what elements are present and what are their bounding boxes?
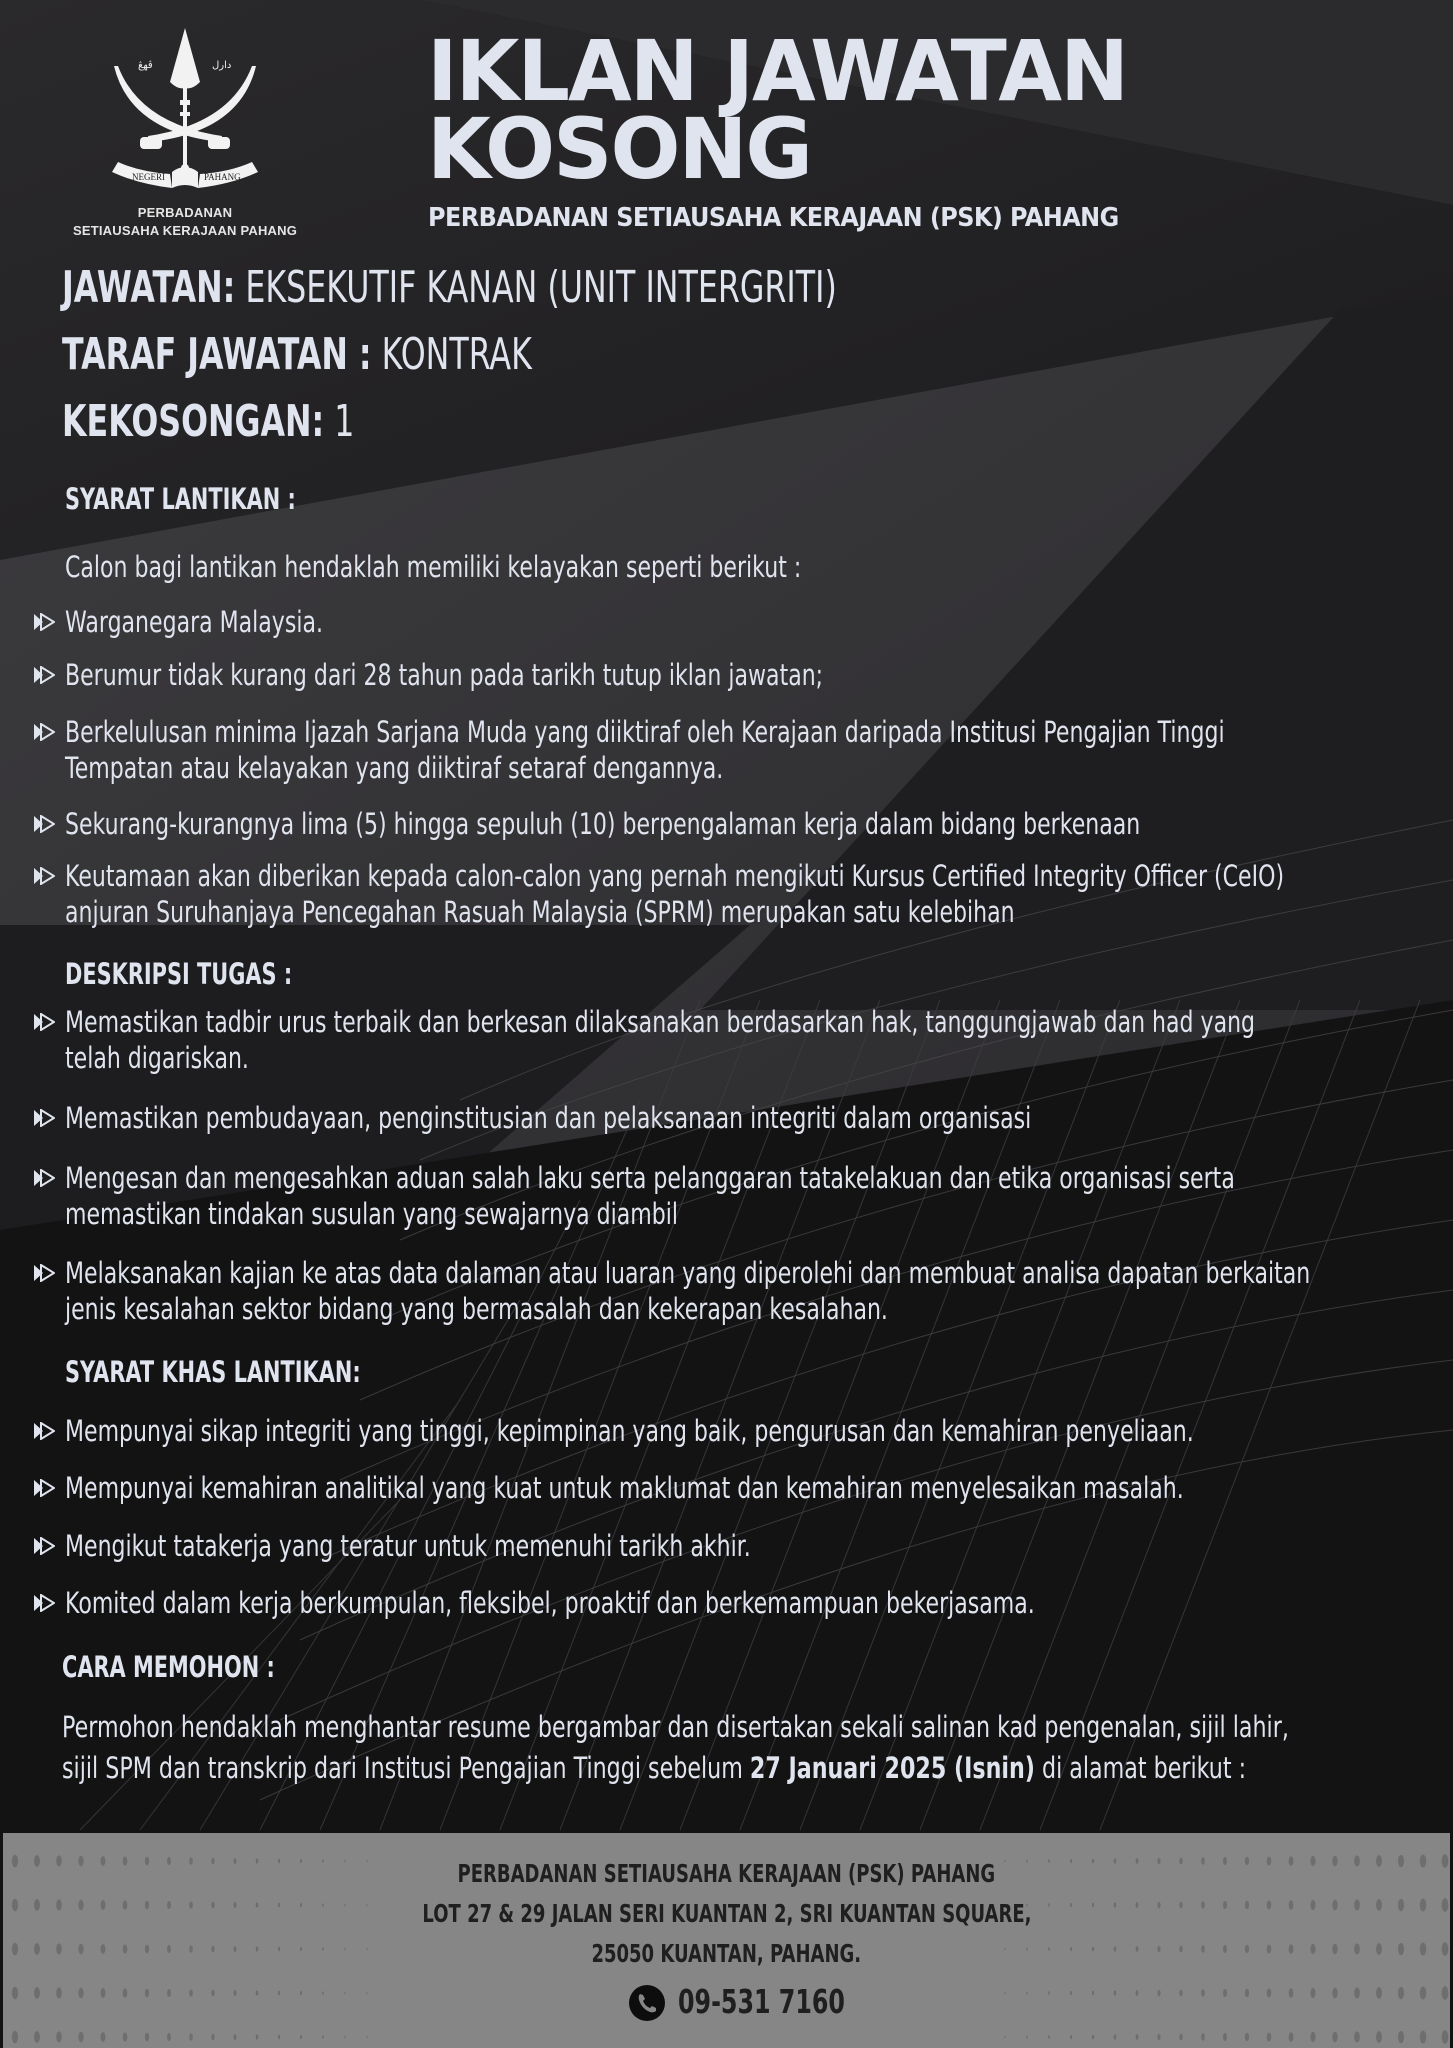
svg-text:دارل: دارل xyxy=(212,60,232,71)
dot xyxy=(234,1990,237,1996)
closing-date: 27 Januari 2025 (Isnin) xyxy=(749,1751,1035,1785)
list-item-text xyxy=(65,604,323,640)
list-item-line: Melaksanakan kajian ke atas data dalaman atau luaran yang diperolehi dan membuat analisa dapatan berkaitan xyxy=(65,1256,1311,1290)
dot xyxy=(1114,1990,1117,1995)
dot xyxy=(1157,2034,1160,2040)
double-arrow-bullet-icon xyxy=(33,1422,55,1440)
syarat-lantikan-heading: SYARAT LANTIKAN : xyxy=(65,482,296,516)
list-item-text xyxy=(65,806,1140,842)
footer-org-text: PERBADANAN SETIAUSAHA KERAJAAN (PSK) PAHANG xyxy=(457,1859,996,1888)
double-arrow-bullet-icon xyxy=(33,1013,55,1031)
dot xyxy=(145,2033,149,2042)
list-item-line: Mempunyai sikap integriti yang tinggi, kepimpinan yang baik, pengurusan dan kemahiran penyeliaan. xyxy=(65,1414,1194,1448)
double-arrow-bullet-icon xyxy=(33,815,55,833)
pahang-crest-logo xyxy=(100,22,270,192)
dot xyxy=(1310,2032,1315,2042)
dot xyxy=(1004,1992,1005,1994)
dot xyxy=(234,2034,237,2040)
double-arrow-bullet-icon xyxy=(33,723,55,741)
kekosongan-row xyxy=(62,396,354,447)
jawatan-label: JAWATAN: xyxy=(62,262,236,313)
kekosongan-value: 1 xyxy=(324,396,355,447)
dot xyxy=(1114,2034,1117,2039)
dot xyxy=(1398,2031,1404,2043)
taraf-value: KONTRAK xyxy=(371,329,532,380)
dot xyxy=(1398,1987,1404,1999)
cara-memohon-line1: Permohon hendaklah menghantar resume bergambar dan disertakan sekali salinan kad pengenalan, sijil lahir, xyxy=(62,1710,1289,1744)
dot xyxy=(1026,2035,1028,2038)
list-item-text xyxy=(65,714,1225,786)
list-item-line: Berkelulusan minima Ijazah Sarjana Muda yang diiktiraf oleh Kerajaan daripada Institusi Pengajian Tinggi xyxy=(65,715,1225,749)
dot xyxy=(189,2033,193,2040)
title-line2: KOSONG xyxy=(427,100,812,198)
list-item-line: Komited dalam kerja berkumpulan, fleksibel, proaktif dan berkemampuan bekerjasama. xyxy=(65,1586,1035,1620)
dot xyxy=(256,2034,259,2039)
dot xyxy=(56,1987,62,1998)
dot xyxy=(1442,2030,1449,2043)
list-item-line: Memastikan pembudayaan, penginstitusian dan pelaksanaan integriti dalam organisasi xyxy=(65,1101,1032,1135)
dot xyxy=(1201,2033,1205,2040)
dot xyxy=(1442,1986,1449,1999)
footer-address1-text: LOT 27 & 29 JALAN SERI KUANTAN 2, SRI KUANTAN SQUARE, xyxy=(421,1899,1032,1928)
dot xyxy=(123,2032,128,2041)
list-item-line: Memastikan tadbir urus terbaik dan berkesan dilaksanakan berdasarkan hak, tanggungjawab dan had yang xyxy=(65,1005,1256,1039)
dot xyxy=(12,1987,18,1999)
dot xyxy=(1289,1988,1294,1998)
dot xyxy=(1092,1991,1094,1996)
dot xyxy=(1070,2035,1072,2039)
dot xyxy=(78,1988,83,1999)
dot xyxy=(34,1987,40,1999)
dot xyxy=(56,2031,62,2042)
syarat-khas-heading: SYARAT KHAS LANTIKAN: xyxy=(65,1355,361,1389)
dot xyxy=(1420,2031,1426,2044)
dot xyxy=(1092,2035,1094,2040)
dot xyxy=(366,2036,367,2038)
double-arrow-bullet-icon xyxy=(33,1109,55,1127)
dot xyxy=(256,1990,259,1995)
list-item-line: Warganegara Malaysia. xyxy=(65,605,323,639)
footer-address2 xyxy=(3,1939,1450,1968)
dot xyxy=(1004,2036,1005,2038)
dot xyxy=(1310,1988,1315,1998)
list-item-text xyxy=(65,657,823,693)
cara-memohon-heading: CARA MEMOHON : xyxy=(62,1650,275,1684)
list-item-text xyxy=(65,1255,1310,1327)
dot xyxy=(101,1988,106,1998)
dot xyxy=(1026,1991,1028,1994)
dot xyxy=(189,1989,193,1996)
logo-ribbon-left: NEGERI xyxy=(132,172,165,182)
double-arrow-bullet-icon xyxy=(33,666,55,684)
logo-ribbon-right: PAHANG xyxy=(204,172,241,182)
dot xyxy=(1267,2032,1272,2041)
dot xyxy=(366,1992,367,1994)
contact-footer xyxy=(3,1833,1450,2048)
cara-memohon-line2 xyxy=(62,1748,1289,1789)
list-item-line: Keutamaan akan diberikan kepada calon-calon yang pernah mengikuti Kursus Certified Integrity Officer (CeIO) xyxy=(65,859,1285,893)
dot xyxy=(1136,2034,1139,2040)
double-arrow-bullet-icon xyxy=(33,613,55,631)
title-line1: IKLAN JAWATAN xyxy=(427,22,1128,120)
taraf-label: TARAF JAWATAN : xyxy=(62,329,372,380)
cara-memohon-line2-start: sijil SPM dan transkrip dari Institusi Pengajian Tinggi sebelum xyxy=(62,1751,750,1785)
dot xyxy=(1223,1989,1227,1997)
dot xyxy=(1070,1991,1072,1995)
logo-caption xyxy=(40,204,330,240)
dot xyxy=(1267,1988,1272,1997)
dot xyxy=(1376,2031,1382,2043)
dot xyxy=(300,1991,302,1995)
dot xyxy=(34,2031,40,2043)
list-item-text xyxy=(65,1585,1035,1621)
dot xyxy=(1223,2033,1227,2041)
footer-address1 xyxy=(3,1899,1450,1928)
list-item-line: Berumur tidak kurang dari 28 tahun pada tarikh tutup iklan jawatan; xyxy=(65,658,824,692)
jawatan-value: EKSEKUTIF KANAN (UNIT INTERGRITI) xyxy=(235,262,837,313)
dot xyxy=(1201,1989,1205,1996)
list-item-text xyxy=(65,1413,1194,1449)
dot xyxy=(1136,1990,1139,1996)
list-item-text xyxy=(65,1470,1184,1506)
dot xyxy=(1157,1990,1160,1996)
dot xyxy=(344,2036,345,2039)
dot xyxy=(123,1988,128,1997)
dot xyxy=(1376,1987,1382,1999)
dot xyxy=(145,1989,149,1998)
jawatan-row xyxy=(62,262,837,313)
taraf-row xyxy=(62,329,532,380)
dot xyxy=(278,2035,280,2040)
list-item-text xyxy=(65,858,1284,930)
dot xyxy=(1332,1988,1337,1999)
list-item-line: Tempatan atau kelayakan yang diiktiraf setaraf dengannya. xyxy=(65,751,724,785)
dot xyxy=(1332,2032,1337,2043)
dot xyxy=(1179,1990,1182,1997)
phone-number[interactable]: 09-531 7160 xyxy=(678,1982,845,2021)
list-item-line: Mengikut tatakerja yang teratur untuk memenuhi tarikh akhir. xyxy=(65,1529,751,1563)
footer-org xyxy=(3,1859,1450,1888)
deskripsi-tugas-heading: DESKRIPSI TUGAS : xyxy=(65,957,293,991)
cara-memohon-text xyxy=(62,1707,1289,1789)
kekosongan-label: KEKOSONGAN: xyxy=(62,396,325,447)
syarat-lantikan-intro: Calon bagi lantikan hendaklah memiliki kelayakan seperti berikut : xyxy=(65,550,802,584)
double-arrow-bullet-icon xyxy=(33,1169,55,1187)
dot xyxy=(167,2033,171,2041)
list-item-text xyxy=(65,1100,1031,1136)
list-item-line: jenis kesalahan sektor bidang yang bermasalah dan kekerapan kesalahan. xyxy=(65,1292,888,1326)
list-item-line: telah digariskan. xyxy=(65,1041,249,1075)
double-arrow-bullet-icon xyxy=(33,1479,55,1497)
dot xyxy=(1354,1987,1360,1998)
dot xyxy=(344,1992,345,1995)
dot xyxy=(300,2035,302,2039)
dot xyxy=(1420,1987,1426,2000)
dot xyxy=(1245,2033,1249,2042)
list-item-text xyxy=(65,1160,1235,1232)
dot xyxy=(1245,1989,1249,1998)
list-item-line: anjuran Suruhanjaya Pencegahan Rasuah Malaysia (SPRM) merupakan satu kelebihan xyxy=(65,895,1015,929)
list-item-text xyxy=(65,1004,1255,1076)
list-item-line: memastikan tindakan susulan yang sewajarnya diambil xyxy=(65,1197,678,1231)
footer-address2-text: 25050 KUANTAN, PAHANG. xyxy=(591,1939,862,1968)
dot xyxy=(1354,2031,1360,2042)
dot xyxy=(1048,1991,1050,1995)
list-item-line: Mempunyai kemahiran analitikal yang kuat untuk maklumat dan kemahiran menyelesaikan masalah. xyxy=(65,1471,1184,1505)
list-item-text xyxy=(65,1528,751,1564)
dot xyxy=(211,1990,214,1997)
dot xyxy=(1289,2032,1294,2042)
page-title xyxy=(427,22,1128,198)
dot xyxy=(12,2031,18,2043)
phone-icon xyxy=(628,1984,666,2022)
cara-memohon-line2-end: di alamat berikut : xyxy=(1034,1751,1247,1785)
dot xyxy=(278,1991,280,1996)
dot xyxy=(1048,2035,1050,2039)
dot xyxy=(1179,2034,1182,2041)
list-item-line: Mengesan dan mengesahkan aduan salah laku serta pelanggaran tatakelakuan dan etika organisasi serta xyxy=(65,1161,1235,1195)
logo-caption-line2: SETIAUSAHA KERAJAAN PAHANG xyxy=(72,223,298,238)
dot xyxy=(322,1991,324,1994)
list-item-line: Sekurang-kurangnya lima (5) hingga sepuluh (10) berpengalaman kerja dalam bidang berkenaan xyxy=(65,807,1141,841)
dot xyxy=(211,2034,214,2041)
logo-caption-line1: PERBADANAN xyxy=(137,205,233,220)
double-arrow-bullet-icon xyxy=(33,1264,55,1282)
double-arrow-bullet-icon xyxy=(33,867,55,885)
dot xyxy=(101,2032,106,2042)
double-arrow-bullet-icon xyxy=(33,1594,55,1612)
dot xyxy=(167,1989,171,1997)
double-arrow-bullet-icon xyxy=(33,1537,55,1555)
organization-subtitle: PERBADANAN SETIAUSAHA KERAJAAN (PSK) PAHANG xyxy=(428,203,1119,233)
dot xyxy=(322,2035,324,2038)
svg-text:ڤهڠ: ڤهڠ xyxy=(138,60,153,71)
dot xyxy=(78,2032,83,2043)
